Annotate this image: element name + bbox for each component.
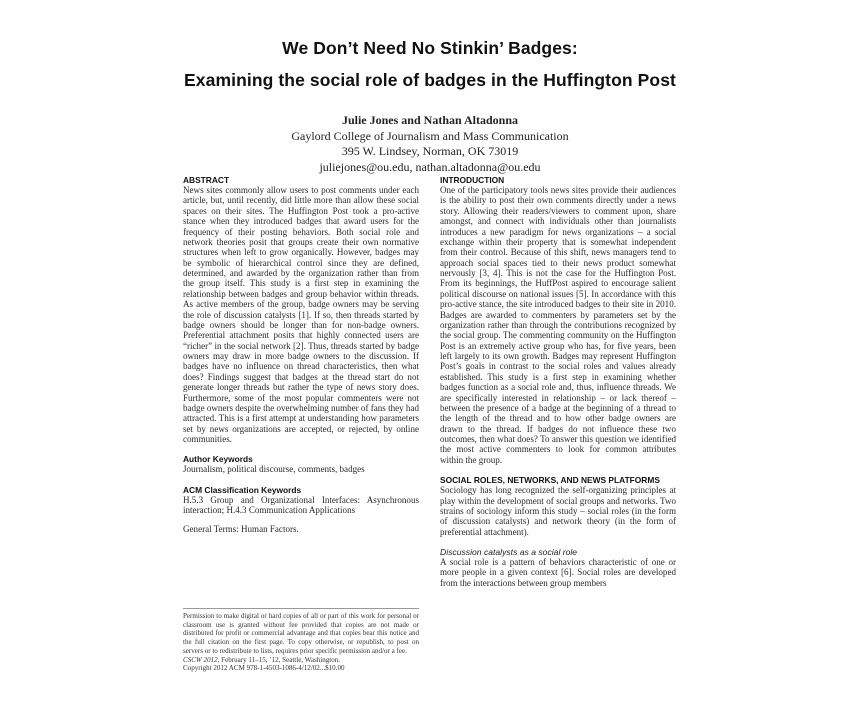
general-terms: General Terms: Human Factors. — [183, 523, 299, 534]
social-roles-heading: SOCIAL ROLES, NETWORKS, AND NEWS PLATFORMS — [440, 475, 660, 486]
introduction-body: One of the participatory tools news sites provide their audiences is the ability to post their own comments directly under a news story. Allowing their readers/viewers to comment upon, share amongst, and connect with individuals other than journalists introduces a new paradigm for news organizations – a social exchange within their property that is somewhat independent from their control. Because of this shift, news managers tend to approach social spaces tied to their news product somewhat nervously [3, 4]. This is not the case for the Huffington Post. From its beginnings, the HuffPost aspired to encourage salient political discourse on national issues [5]. In accordance with this pro-active stance, the site introduced badges to their site in 2010. Badges are awarded to commenters by parameters set by the organization rather than through the contributions recognized by the social group. The commenting community on the Huffington Post is an extremely active group who has, for five years, been left largely to its own growth. Badges may represent Huffington Post’s goals in contrast to the social roles and values already established. This study is a first step in examining whether badges function as a social role and, thus, influence threads. We are specifically interested in relationship – or lack thereof – between the presence of a badge at the beginning of a thread to the length of the thread and to how other badge owners are drawn to the thread. If badges do not influence these two outcomes, then what does? To answer this question we identified the most active commenters to look for common attributes within the group. — [440, 185, 676, 465]
acm-heading: ACM Classification Keywords — [183, 484, 302, 495]
author-address: 395 W. Lindsey, Norman, OK 73019 — [341, 144, 519, 158]
permission-block — [183, 608, 419, 673]
catalysts-subheading: Discussion catalysts as a social role — [440, 547, 578, 557]
abstract-body: News sites commonly allow users to post comments under each article, but, until recently, did little more than allow these social spaces on their sites. The Huffington Post took a pro-active stance when they introduced badges that award users for the frequency of their posting behaviors. Both social role and network theories posit that groups create their own normative structures when left to grow organically. However, badges may be symbolic of hierarchical control since they are defined, determined, and awarded by the organization rather than from the group itself. This study is a first step in examining the relationship between badges and group behavior within threads. As active members of the group, badge owners may be serving the role of discussion catalysts [1]. If so, then threads started by badge owners should be longer than for non-badge owners. Preferential attachment posits that highly connected users are “richer” in the social network [2]. Thus, threads started by badge owners may draw in more badge owners to the discussion. If badges have no influence on thread characteristics, then what does? Findings suggest that badges at the thread start do not generate longer threads but rather the type of news story does. Furthermore, some of the most popular commenters were not badge owners despite the overwhelming number of fans they had attracted. This is a first attempt at understanding how parameters set by news organizations are accepted, or rejected, by online communities. — [183, 185, 419, 444]
author-names: Julie Jones and Nathan Altadonna — [341, 113, 519, 127]
title-line-1: We Don’t Need No Stinkin’ Badges: — [282, 38, 578, 58]
social-roles-body: Sociology has long recognized the self-organizing principles at play within the development of social groups and networks. Two strains of sociology inform this study – social roles (in the form of discussion catalysts) and network theory (in the form of preferential attachment). — [440, 485, 676, 537]
author-emails: juliejones@ou.edu, nathan.altadonna@ou.edu — [319, 159, 541, 174]
copyright-line: Copyright 2012 ACM 978-1-4503-1086-4/12/02...$10.00 — [183, 664, 345, 673]
acm-body: H.5.3 Group and Organizational Interfaces: Asynchronous interaction; H.4.3 Communication Applications — [183, 494, 419, 516]
venue-details: February 11–15, ’12, Seattle, Washington. — [219, 655, 341, 664]
catalysts-body: A social role is a pattern of behaviors characteristic of one or more people in a given context [6]. Social roles are developed from the interactions between group members — [440, 557, 676, 588]
introduction-heading: INTRODUCTION — [440, 175, 505, 185]
keywords-heading: Author Keywords — [183, 454, 253, 465]
author-affiliation: Gaylord College of Journalism and Mass Communication — [291, 128, 569, 143]
venue-name: CSCW 2012, — [183, 655, 220, 664]
abstract-heading: ABSTRACT — [183, 175, 230, 185]
right-column — [440, 175, 676, 588]
left-column — [183, 175, 419, 534]
author-block — [0, 113, 860, 175]
venue-line — [183, 656, 419, 665]
title-line-2: Examining the social role of badges in the Huffington Post — [184, 70, 676, 90]
keywords-body: Journalism, political discourse, comments, badges — [183, 464, 365, 475]
permission-text: Permission to make digital or hard copies of all or part of this work for personal or classroom use is granted without fee provided that copies are not made or distributed for profit or commercial advantage and that copies bear this notice and the full citation on the first page. To copy otherwise, or republish, to post on servers or to redistribute to lists, requires prior specific permission and/or a fee. — [183, 612, 419, 655]
